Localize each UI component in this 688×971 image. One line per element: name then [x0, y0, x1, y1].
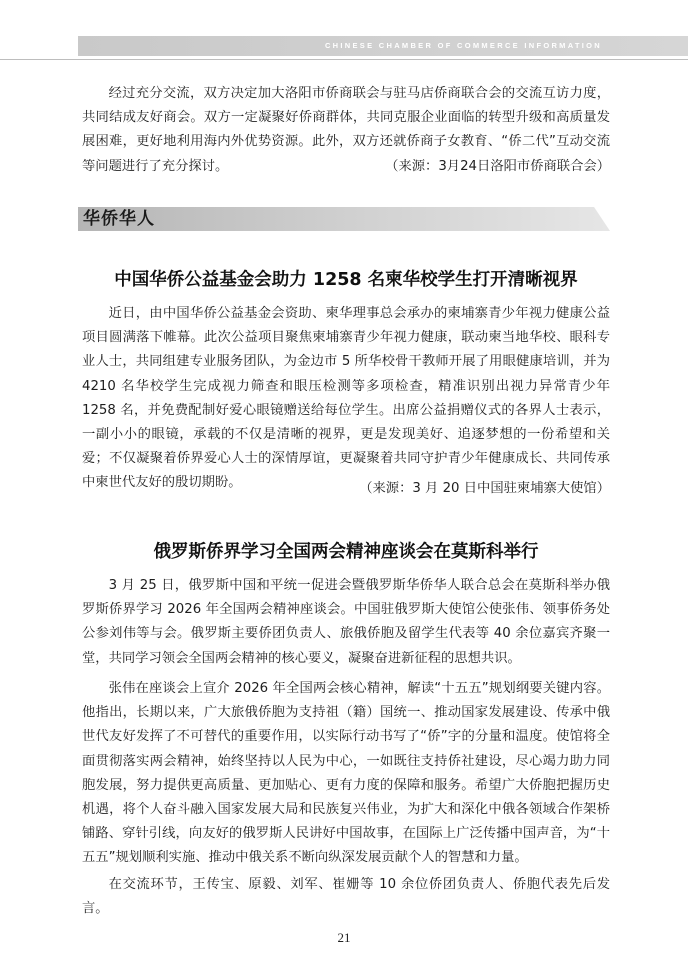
article2-paragraph-1: 3 月 25 日，俄罗斯中国和平统一促进会暨俄罗斯华侨华人联合总会在莫斯科举办俄罗斯侨界学习 2026 年全国两会精神座谈会。中国驻俄罗斯大使馆公使张伟、领事侨务处公参刘伟等与会。俄罗斯主要侨团负责人、旅俄侨胞及留学生代表等 40 余位嘉宾齐聚一堂，共同学习领会全国两会精神的核心要义，凝聚奋进新征程的思想共识。 [82, 578, 610, 666]
intro-source: （来源：3月24日洛阳市侨商联合会） [385, 159, 610, 174]
article2-paragraph-2: 张伟在座谈会上宣介 2026 年全国两会核心精神，解读“十五五”规划纲要关键内容。他指出，长期以来，广大旅俄侨胞为支持祖（籍）国统一、推动国家发展建设、传承中俄世代友好发挥了不可替代的重要作用，以实际行动书写了“侨”字的分量和温度。使馆将全面贯彻落实两会精神，始终坚持以人民为中心，一如既往支持侨社建设，尽心竭力助力同胞发展，努力提供更高质量、更加贴心、更有力度的保障和服务。希望广大侨胞把握历史机遇，将个人奋斗融入国家发展大局和民族复兴伟业，为扩大和深化中俄各领域合作架桥铺路、穿针引线，向友好的俄罗斯人民讲好中国故事，在国际上广泛传播中国声音，为“十五五”规划顺利实施、推动中俄关系不断向纵深发展贡献个人的智慧和力量。 [82, 681, 610, 866]
article1-paragraph: 近日，由中国华侨公益基金会资助、柬华理事总会承办的柬埔寨青少年视力健康公益项目圆满落下帷幕。此次公益项目聚焦柬埔寨青少年视力健康，联动柬当地华校、眼科专业人士，共同组建专业服务团队，为金边市 5 所华校骨干教师开展了用眼健康培训，并为 4210 名华校学生完成视力筛查和眼压检测等多项检查，精准识别出视力异常青少年 1258 名，并免费配制好爱心眼镜赠送给每位学生。出席公益捐赠仪式的各界人士表示，一副小小的眼镜，承载的不仅是清晰的视界，更是发现美好、追逐梦想的一份希望和关爱；不仅凝聚着侨界爱心人士的深情厚谊，更凝聚着共同守护青少年健康成长、共同传承中柬世代友好的殷切期盼。 [82, 306, 610, 491]
intro-paragraph: 经过充分交流，双方决定加大洛阳市侨商联会与驻马店侨商联合会的交流互访力度，共同结成友好商会。双方一定凝聚好侨商群体，共同克服企业面临的转型升级和高质量发展困难，更好地利用海内外优势资源。此外，双方还就侨商子女教育、“侨二代”互动交流等问题进行了充分探讨。 [82, 86, 610, 174]
article2-title: 俄罗斯侨界学习全国两会精神座谈会在莫斯科举行 [153, 542, 539, 562]
article1-source: （来源：3 月 20 日中国驻柬埔寨大使馆） [359, 481, 610, 496]
running-header: CHINESE CHAMBER OF COMMERCE INFORMATION [324, 41, 602, 50]
section-title: 华侨华人 [83, 209, 155, 229]
article1-title: 中国华侨公益基金会助力 1258 名柬华校学生打开清晰视界 [114, 270, 578, 290]
article2-paragraph-3: 在交流环节，王传宝、原毅、刘军、崔姗等 10 余位侨团负责人、侨胞代表先后发言。 [82, 877, 610, 917]
page-number: 21 [337, 930, 351, 945]
header-divider [0, 59, 688, 60]
section-band [78, 207, 610, 231]
